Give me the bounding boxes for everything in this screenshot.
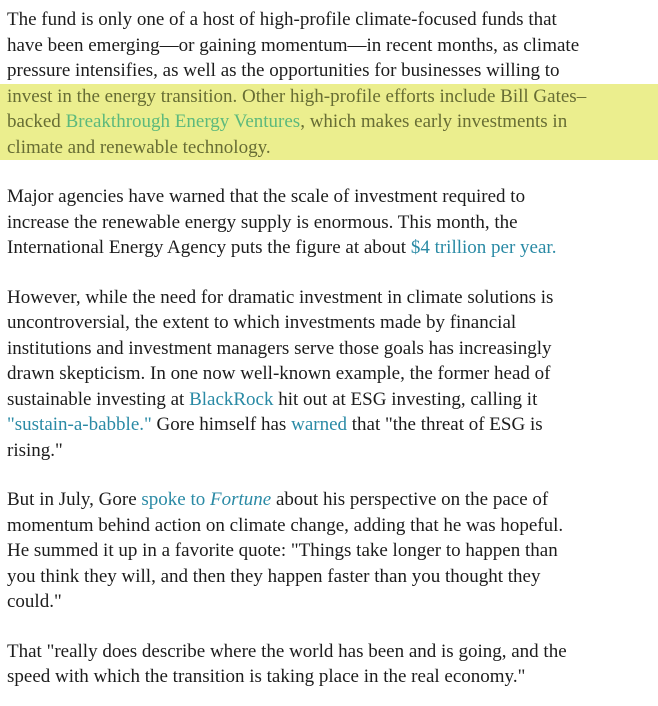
- text-run: But in July, Gore: [7, 489, 142, 510]
- paragraph-transition-speed: [0, 639, 658, 690]
- text-line: [0, 58, 658, 84]
- text-run: drawn skepticism. In one now well-known example, the former head of: [7, 363, 551, 384]
- text-line: [0, 538, 658, 564]
- text-run: Major agencies have warned that the scale of investment required to: [7, 186, 526, 207]
- text-run: That "really does describe where the world has been and is going, and the: [7, 640, 567, 662]
- text-line: [0, 285, 658, 311]
- link-breakthrough-energy-ventures[interactable]: Breakthrough Energy Ventures: [65, 111, 301, 132]
- text-run: , which makes early investments in: [300, 111, 568, 132]
- link-sustain-a-babble[interactable]: "sustain-a-babble.": [7, 414, 152, 435]
- text-line: [0, 513, 658, 539]
- text-line: [0, 487, 658, 513]
- link-spoke-to-fortune[interactable]: spoke to: [141, 489, 211, 510]
- text-line: [0, 412, 658, 438]
- highlighted-text-line: [0, 109, 658, 135]
- highlighted-text-line: [0, 84, 658, 110]
- text-run: The fund is only one of a host of high-profile climate-focused funds that: [7, 9, 557, 30]
- paragraph-fund-context: [0, 7, 658, 160]
- text-line: [0, 7, 658, 33]
- text-run: could.": [7, 591, 62, 612]
- text-run: you think they will, and then they happen faster than you thought they: [7, 565, 541, 587]
- link-4-trillion-per-year[interactable]: $4 trillion per year.: [410, 237, 557, 258]
- text-run: that "the threat of ESG is: [347, 414, 543, 435]
- text-run: pressure intensifies, as well as the opportunities for businesses willing to: [7, 60, 560, 81]
- text-line: [0, 387, 658, 413]
- article-body: [0, 7, 658, 690]
- text-line: [0, 33, 658, 59]
- text-run: sustainable investing at: [7, 388, 190, 410]
- paragraph-gore-fortune-quote: [0, 487, 658, 615]
- link-blackrock[interactable]: BlackRock: [189, 388, 274, 410]
- text-line: [0, 336, 658, 362]
- text-run: speed with which the transition is taking place in the real economy.": [7, 666, 526, 687]
- link-spoke-to-fortune-italic[interactable]: Fortune: [210, 489, 272, 510]
- text-run: He summed it up in a favorite quote: "Things take longer to happen than: [7, 540, 558, 561]
- text-line: [0, 235, 658, 261]
- text-line: [0, 438, 658, 464]
- text-line: [0, 210, 658, 236]
- text-run: Gore himself has: [151, 414, 292, 435]
- text-run: have been emerging—or gaining momentum—in recent months, as climate: [7, 34, 580, 56]
- text-run: hit out at ESG investing, calling it: [273, 388, 538, 410]
- text-line: [0, 310, 658, 336]
- text-run: about his perspective on the pace of: [271, 489, 549, 510]
- text-run: climate and renewable technology.: [7, 136, 271, 158]
- text-run: institutions and investment managers serve those goals has increasingly: [7, 337, 552, 359]
- text-line: [0, 589, 658, 615]
- link-warned[interactable]: warned: [291, 414, 348, 435]
- text-run: backed: [7, 111, 66, 132]
- text-run: increase the renewable energy supply is enormous. This month, the: [7, 211, 518, 233]
- text-run: momentum behind action on climate change, adding that he was hopeful.: [7, 514, 564, 536]
- text-line: [0, 184, 658, 210]
- paragraph-esg-skepticism: [0, 285, 658, 464]
- paragraph-investment-scale: [0, 184, 658, 261]
- highlighted-text-line: [0, 135, 658, 161]
- text-line: [0, 361, 658, 387]
- text-run: However, while the need for dramatic investment in climate solutions is: [7, 286, 554, 308]
- text-run: rising.": [7, 439, 63, 461]
- text-run: uncontroversial, the extent to which investments made by financial: [7, 312, 517, 333]
- text-run: International Energy Agency puts the figure at about: [7, 237, 411, 258]
- text-line: [0, 639, 658, 665]
- text-run: invest in the energy transition. Other high-profile efforts include Bill Gates–: [7, 85, 587, 107]
- text-line: [0, 664, 658, 690]
- text-line: [0, 564, 658, 590]
